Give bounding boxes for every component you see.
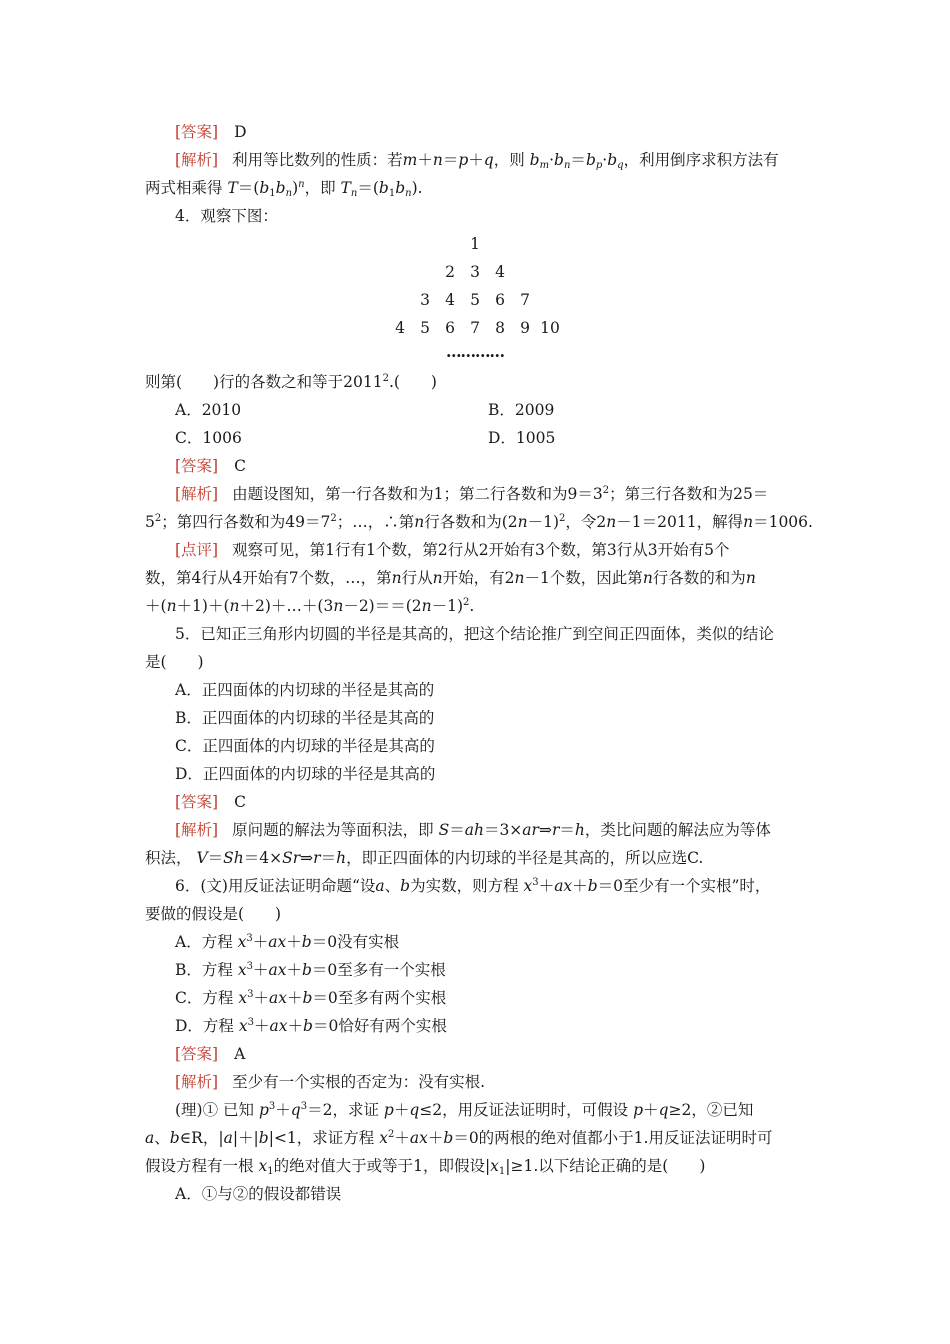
q5-answer-line: [175, 791, 246, 813]
q3-answer: D: [234, 123, 247, 141]
q5-answer: C: [234, 793, 246, 811]
q5-option-a: A．正四面体的内切球的半径是其高的: [175, 681, 435, 699]
comment-tag: [点评]: [175, 541, 219, 559]
q5-analysis-line1: [解析] 原问题的解法为等面积法，即 S＝ah＝3×ar⇒r＝h，类比问题的解法应为等体: [175, 821, 771, 839]
number-triangle-row-3: 3 4 5 6 7: [420, 291, 530, 309]
answer-tag: [答案]: [175, 123, 219, 141]
q3-answer-line: [175, 121, 247, 143]
q4-option-a: A．2010: [175, 401, 242, 419]
q6-option-b: B．方程 $x^3+ax+b=0$至多有一个实根: [175, 961, 446, 979]
number-triangle-row-4: 4 5 6 7 8 9 10: [395, 319, 560, 337]
analysis-tag: [解析]: [175, 1073, 219, 1091]
q4-answer: C: [234, 457, 246, 475]
q4-option-c: C．1006: [175, 429, 242, 447]
q5-stem-line2: 是( ): [145, 653, 204, 671]
q6-option-a: A．方程 $x^3+ax+b=0$没有实根: [175, 933, 400, 951]
answer-tag: [答案]: [175, 793, 219, 811]
answer-tag: [答案]: [175, 457, 219, 475]
analysis-tag: [解析]: [175, 821, 219, 839]
q6-li-line1: (理)① 已知 $p^3+q^3=2$，求证 p＋q≤2，用反证法证明时，可假设 p＋q≥2，②已知: [175, 1101, 754, 1119]
q6-stem-line2: 要做的假设是( ): [145, 905, 282, 923]
q4-analysis-line1: [解析] 由题设图知，第一行各数和为1；第二行各数和为$9=3^2$；第三行各数和为25＝: [175, 485, 769, 503]
q5-option-c: C．正四面体的内切球的半径是其高的: [175, 737, 435, 755]
q4-stem: 4．观察下图：: [175, 207, 278, 225]
q4-question: 则第( )行的各数之和等于2011$^2$.( ): [145, 373, 437, 391]
q3-analysis-line1: [解析] 利用等比数列的性质：若m＋n＝p＋q，则 $b_m\cdot b_n=b_p\cdot b_q$，利用倒序求积方法有: [175, 151, 779, 171]
q4-comment-line1: [点评] 观察可见，第1行有1个数，第2行从2开始有3个数，第3行从3开始有5个: [175, 541, 730, 559]
answer-tag: [答案]: [175, 1045, 219, 1063]
q4-option-b: B．2009: [488, 401, 555, 419]
number-triangle-row-1: 1: [470, 235, 480, 253]
q6-analysis-line: [解析] 至少有一个实根的否定为：没有实根.: [175, 1073, 486, 1091]
q6-option-c: C．方程 $x^3+ax+b=0$至多有两个实根: [175, 989, 447, 1007]
q4-option-d: D．1005: [488, 429, 556, 447]
q6-li-line3: 假设方程有一根 $x_1$的绝对值大于或等于1，即假设$|x_1|\ge 1$.以下结论正确的是( ): [145, 1157, 706, 1177]
q5-analysis-line2: 积法， V＝Sh＝4×Sr⇒r＝h，即正四面体的内切球的半径是其高的，所以应选C.: [145, 849, 704, 867]
q5-option-d: D．正四面体的内切球的半径是其高的: [175, 765, 436, 783]
q6-answer: A: [234, 1045, 246, 1063]
q4-analysis-line2: $5^2$；第四行各数和为$49=7^2$；…，∴第n行各数和为$(2n-1)^2$，令2n－1＝2011，解得n＝1006.: [145, 513, 813, 531]
q5-stem-line1: 5．已知正三角形内切圆的半径是其高的，把这个结论推广到空间正四面体，类似的结论: [175, 625, 774, 643]
q3-analysis-line2: 两式相乘得 $T=(b_1b_n)^n$，即 $T_n=(b_1b_n)$.: [145, 179, 423, 199]
q6-li-option-a: A．①与②的假设都错误: [175, 1185, 342, 1203]
analysis-tag: [解析]: [175, 485, 219, 503]
q6-li-line2: a、b∈R，|a|＋|b|<1，求证方程 $x^2+ax+b=0$的两根的绝对值都小于1.用反证法证明时可: [145, 1129, 773, 1147]
q6-answer-line: [175, 1043, 245, 1065]
q4-comment-line2: 数，第4行从4开始有7个数，…，第n行从n开始，有2n－1个数，因此第n行各数的和为n: [145, 569, 756, 587]
q6-option-d: D．方程 $x^3+ax+b=0$恰好有两个实根: [175, 1017, 447, 1035]
number-triangle-dots: …………: [446, 342, 504, 361]
q6-stem-line1: 6．(文)用反证法证明命题“设a、b为实数，则方程 $x^3+ax+b=0$至少有一个实根”时，: [175, 877, 771, 895]
number-triangle-row-2: 2 3 4: [445, 263, 505, 281]
q4-answer-line: [175, 455, 246, 477]
analysis-tag: [解析]: [175, 151, 219, 169]
q5-option-b: B．正四面体的内切球的半径是其高的: [175, 709, 435, 727]
q4-comment-line3: $+(n+1)+(n+2)+\dots+(3n-2)==(2n-1)^2$.: [145, 597, 475, 615]
